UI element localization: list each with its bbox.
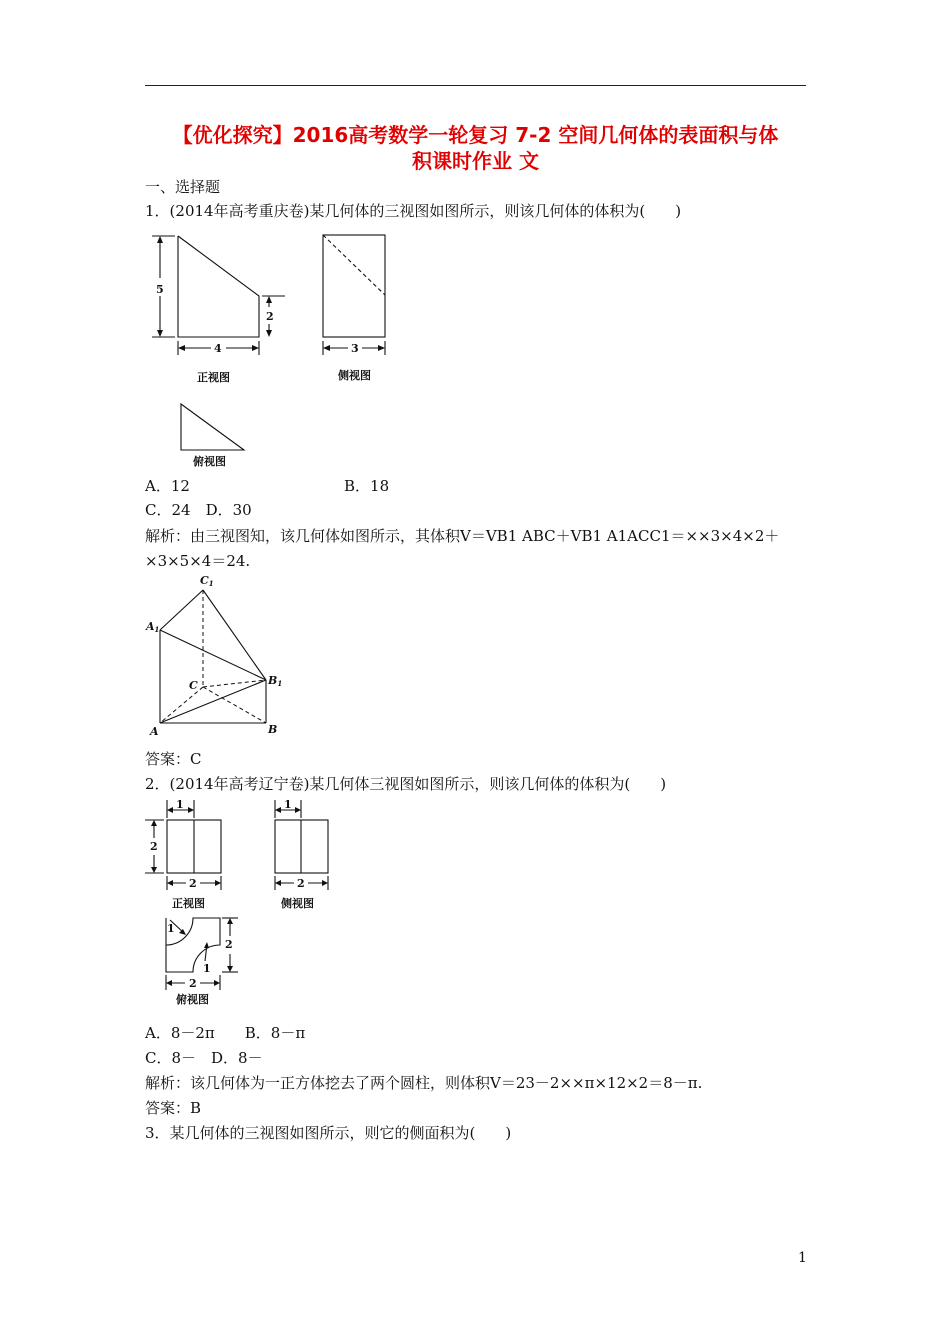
q1-top-view-label: 俯视图	[193, 455, 226, 468]
q2-three-view-figure	[140, 795, 340, 1010]
q3-stem: 3．某几何体的三视图如图所示，则它的侧面积为( )	[145, 1124, 512, 1142]
svg-text:B1	[267, 674, 282, 688]
page-number: 1	[798, 1250, 807, 1266]
label-c: C	[189, 679, 198, 692]
q1-dim-5: 5	[156, 283, 164, 296]
q1-top-view-shape	[181, 404, 244, 450]
q2-answer: 答案：B	[145, 1099, 202, 1117]
q1-stem: 1．(2014年高考重庆卷)某几何体的三视图如图所示，则该几何体的体积为( )	[145, 202, 682, 220]
q2-front-dim-1: 1	[176, 798, 184, 811]
q2-side-dim-1: 1	[284, 798, 292, 811]
q1-solid-figure	[140, 572, 290, 742]
title-line-2: 积课时作业 文	[412, 149, 539, 173]
q2-analysis: 解析：该几何体为一正方体挖去了两个圆柱，则体积V＝23－2××π×12×2＝8－π.	[145, 1074, 703, 1092]
q2-top-radius-2: 1	[203, 962, 211, 975]
q1-side-view-label: 侧视图	[338, 369, 371, 382]
q2-front-dim-height: 2	[150, 840, 158, 853]
q1-analysis-line-2: ×3×5×4＝24.	[145, 552, 251, 570]
label-a1-sub: 1	[154, 625, 160, 634]
label-a: A	[150, 725, 159, 738]
svg-text:C1	[200, 574, 214, 588]
svg-text:A1	[145, 620, 159, 634]
q1-front-view-shape	[178, 236, 259, 337]
q2-top-dim-height: 2	[225, 938, 233, 951]
q1-front-view-label: 正视图	[197, 371, 230, 384]
q2-options-cd: C．8－ D．8－	[145, 1049, 263, 1067]
q1-answer: 答案：C	[145, 750, 202, 768]
q1-analysis-line-1: 解析：由三视图知，该几何体如图所示，其体积V＝VB1 ABC＋VB1 A1ACC1＝××3×4×2＋	[145, 527, 780, 545]
q2-side-view-label: 侧视图	[281, 897, 314, 910]
label-c1-sub: 1	[208, 579, 214, 588]
label-b: B	[268, 723, 278, 736]
q2-options-ab: A．8－2π B．8－π	[145, 1024, 306, 1042]
q2-side-dim-width: 2	[297, 877, 305, 890]
q1-dim-4: 4	[214, 342, 222, 355]
label-b1: B	[268, 674, 278, 687]
title-line-1: 【优化探究】2016高考数学一轮复习 7-2 空间几何体的表面积与体	[172, 123, 779, 147]
q1-option-b: B．18	[344, 477, 390, 495]
label-c1: C	[200, 574, 209, 587]
section-heading: 一、选择题	[145, 178, 221, 196]
q1-dim-3: 3	[351, 342, 359, 355]
q1-dim-2: 2	[266, 310, 274, 323]
q1-options-cd: C．24 D．30	[145, 501, 252, 519]
header-rule	[145, 85, 806, 86]
q2-front-view-label: 正视图	[172, 897, 205, 910]
q2-top-view-label: 俯视图	[176, 993, 209, 1006]
label-a1: A	[146, 620, 155, 633]
label-b1-sub: 1	[277, 679, 283, 688]
q1-option-a: A．12	[145, 477, 190, 495]
q2-front-dim-width: 2	[189, 877, 197, 890]
q1-three-view-figure	[148, 228, 398, 473]
document-title	[145, 122, 806, 174]
q2-top-dim-width: 2	[189, 977, 197, 990]
q2-top-radius-1: 1	[167, 922, 175, 935]
q2-stem: 2．(2014年高考辽宁卷)某几何体三视图如图所示，则该几何体的体积为( )	[145, 775, 667, 793]
